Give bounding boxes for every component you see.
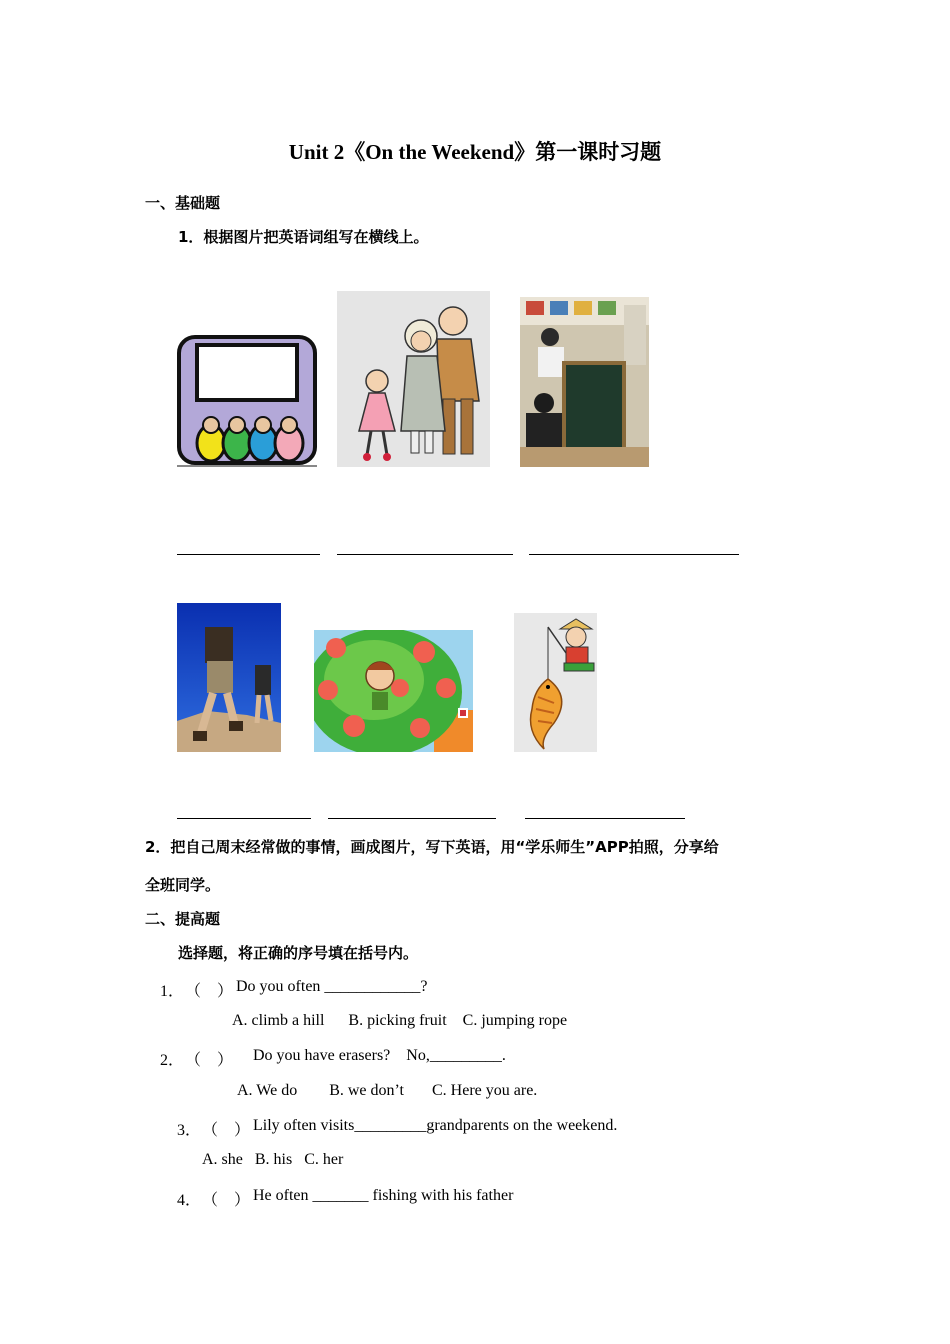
page-title: Unit 2《On the Weekend》第一课时习题 — [288, 140, 662, 164]
question-number: 4． — [177, 1192, 202, 1209]
question-text: Lily often visits_________grandparents on the weekend. — [253, 1117, 618, 1134]
fishing-icon — [514, 613, 597, 752]
question-options: A. climb a hill B. picking fruit C. jumping rope — [232, 1012, 568, 1029]
question2-instruction-cont: 全班同学。 — [145, 876, 221, 894]
answer-parens[interactable]: （ ） — [202, 1192, 251, 1209]
grandparents-girl-icon — [337, 291, 490, 467]
question-text: Do you often ____________? — [236, 978, 428, 995]
question-text: He often _______ fishing with his father — [253, 1187, 514, 1204]
question-options: A. We do B. we don’t C. Here you are. — [237, 1082, 538, 1099]
answer-parens[interactable]: （ ） — [185, 983, 234, 1000]
answer-blank[interactable] — [328, 818, 496, 819]
climbing-hill-icon — [177, 603, 281, 752]
section2-instruction: 选择题，将正确的序号填在括号内。 — [178, 944, 419, 962]
answer-blank[interactable] — [177, 554, 320, 555]
answer-blank[interactable] — [525, 818, 685, 819]
section1-heading: 一、基础题 — [145, 194, 221, 212]
question-number: 2． — [160, 1052, 185, 1069]
question-options: A. she B. his C. her — [202, 1151, 344, 1168]
question2-instruction: 2．把自己周末经常做的事情，画成图片，写下英语，用“学乐师生”APP拍照，分享给 — [145, 838, 719, 856]
answer-parens[interactable]: （ ） — [185, 1052, 234, 1069]
section2-heading: 二、提高题 — [145, 910, 221, 928]
question-text: Do you have erasers? No,_________. — [253, 1047, 506, 1064]
question1-instruction: 1．根据图片把英语词组写在横线上。 — [178, 228, 429, 246]
picking-fruit-icon — [314, 630, 473, 752]
question-number: 3． — [177, 1122, 202, 1139]
painting-class-icon — [520, 297, 649, 467]
answer-parens[interactable]: （ ） — [202, 1122, 251, 1139]
movie-theater-icon — [177, 335, 317, 467]
answer-blank[interactable] — [529, 554, 739, 555]
answer-blank[interactable] — [177, 818, 311, 819]
question-number: 1． — [160, 983, 185, 1000]
answer-blank[interactable] — [337, 554, 513, 555]
